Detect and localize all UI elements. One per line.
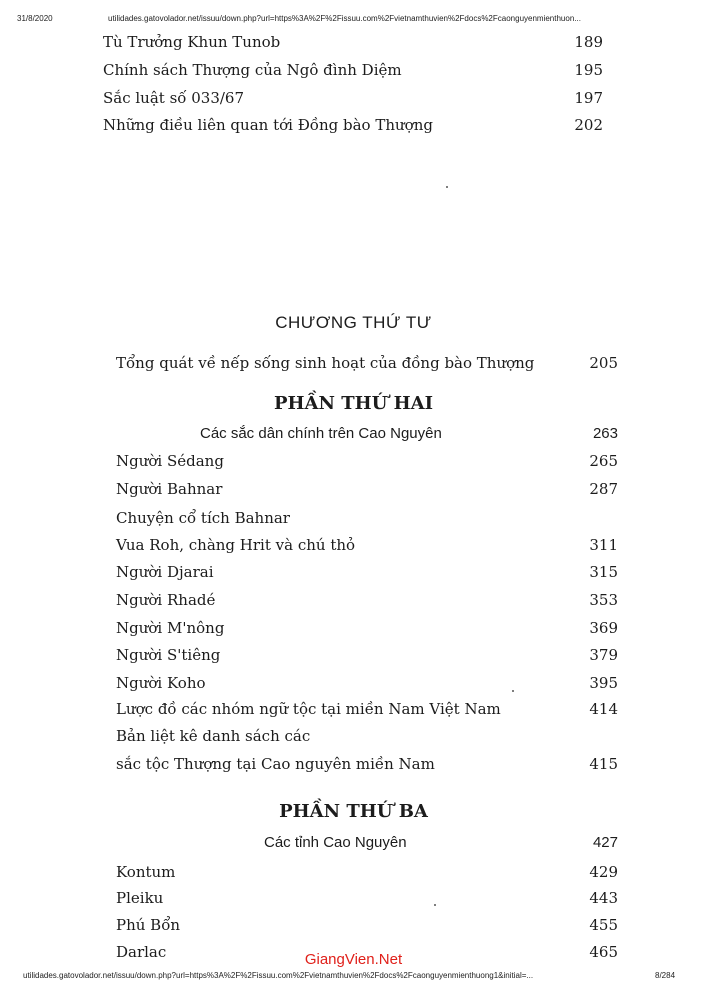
toc-entry-page: 315	[589, 563, 618, 581]
toc-entry-page: 353	[589, 591, 618, 609]
toc-entry-page: 465	[589, 943, 618, 961]
toc-entry-page: 197	[574, 89, 603, 107]
print-header-url: utilidades.gatovolador.net/issuu/down.php?url=https%3A%2F%2Fissuu.com%2Fvietnamthuvien%2Fdocs%2Fcaonguyenmienthuon...	[108, 14, 581, 23]
toc-entry	[116, 559, 618, 585]
toc-entry	[116, 615, 618, 641]
toc-entry	[116, 476, 618, 502]
chapter-heading: CHƯƠNG THỨ TƯ	[275, 313, 432, 332]
toc-entry	[116, 696, 618, 722]
speck	[512, 690, 514, 692]
toc-entry-page: 455	[589, 916, 618, 934]
toc-entry-page: 415	[589, 755, 618, 773]
toc-entry-page: 443	[589, 889, 618, 907]
toc-entry-title: Người Rhadé	[116, 591, 216, 609]
toc-entry-title: Bản liệt kê danh sách các	[116, 727, 311, 745]
toc-entry	[116, 723, 618, 749]
toc-entry	[116, 885, 618, 911]
toc-entry-title: Người Koho	[116, 674, 206, 692]
toc-entry-page: 395	[589, 674, 618, 692]
page-indicator: 8/284	[655, 971, 676, 980]
toc-entry-page: 414	[589, 700, 618, 718]
toc-entry	[116, 587, 618, 613]
toc-entry	[116, 670, 618, 696]
toc-entry-title: Những điều liên quan tới Đồng bào Thượng	[103, 116, 433, 134]
toc-entry-title: Kontum	[116, 863, 176, 881]
subheading-page: 427	[592, 834, 618, 851]
toc-entry	[116, 448, 618, 474]
toc-entry	[116, 505, 618, 531]
toc-entry-page: 202	[574, 116, 603, 134]
toc-entry-page: 189	[574, 33, 603, 51]
toc-entry	[116, 350, 618, 376]
toc-entry-page: 311	[589, 536, 618, 554]
browser-print-footer	[0, 971, 707, 985]
subheading-page: 263	[592, 425, 618, 442]
toc-entry-title: Vua Roh, chàng Hrit và chú thỏ	[116, 536, 356, 554]
toc-entry-page: 205	[589, 354, 618, 372]
section-subheading	[116, 421, 618, 447]
toc-entry	[116, 912, 618, 938]
toc-entry	[116, 859, 618, 885]
toc-entry-title: Chuyện cổ tích Bahnar	[116, 509, 290, 527]
print-footer-url: utilidades.gatovolador.net/issuu/down.php?url=https%3A%2F%2Fissuu.com%2Fvietnamthuvien%2Fdocs%2Fcaonguyenmienthuong1&initial=...	[23, 971, 534, 980]
site-watermark: GiangVien.Net	[304, 951, 403, 968]
toc-entry-page: 287	[589, 480, 618, 498]
toc-entry-title: Tù Trưởng Khun Tunob	[103, 33, 281, 51]
toc-entry-title: Tổng quát về nếp sống sinh hoạt của đồng bào Thượng	[116, 354, 535, 372]
speck	[446, 186, 448, 188]
toc-entry-page: 265	[589, 452, 618, 470]
part-heading: PHẦN THỨ HAI	[274, 393, 433, 414]
section-subheading	[116, 830, 618, 856]
toc-entry-title: Người Bahnar	[116, 480, 223, 498]
toc-entry-title: Chính sách Thượng của Ngô đình Diệm	[103, 61, 402, 79]
toc-entry-page: 195	[574, 61, 603, 79]
toc-entry-title: Sắc luật số 033/67	[103, 89, 244, 107]
print-date: 31/8/2020	[17, 14, 53, 23]
speck	[434, 904, 436, 906]
toc-entry-title: Người Djarai	[116, 563, 214, 581]
toc-entry-title: sắc tộc Thượng tại Cao nguyên miền Nam	[116, 755, 435, 773]
toc-entry-page: 369	[589, 619, 618, 637]
toc-entry	[103, 85, 603, 111]
toc-entry-title: Phú Bổn	[116, 916, 181, 934]
subheading-title: Các tỉnh Cao Nguyên	[264, 834, 407, 851]
toc-entry-title: Lược đồ các nhóm ngữ tộc tại miền Nam Việt Nam	[116, 700, 501, 718]
toc-entry	[116, 532, 618, 558]
toc-entry	[103, 29, 603, 55]
toc-entry-title: Người Sédang	[116, 452, 224, 470]
toc-entry	[103, 112, 603, 138]
toc-entry	[116, 751, 618, 777]
part-heading: PHẦN THỨ BA	[279, 801, 428, 822]
toc-entry	[116, 642, 618, 668]
toc-entry	[103, 57, 603, 83]
toc-entry-title: Pleiku	[116, 889, 164, 907]
toc-entry-title: Người S'tiêng	[116, 646, 221, 664]
toc-entry-title: Người M'nông	[116, 619, 225, 637]
toc-entry-title: Darlac	[116, 943, 167, 961]
toc-entry-page: 429	[589, 863, 618, 881]
subheading-title: Các sắc dân chính trên Cao Nguyên	[200, 425, 442, 442]
toc-entry-page: 379	[589, 646, 618, 664]
